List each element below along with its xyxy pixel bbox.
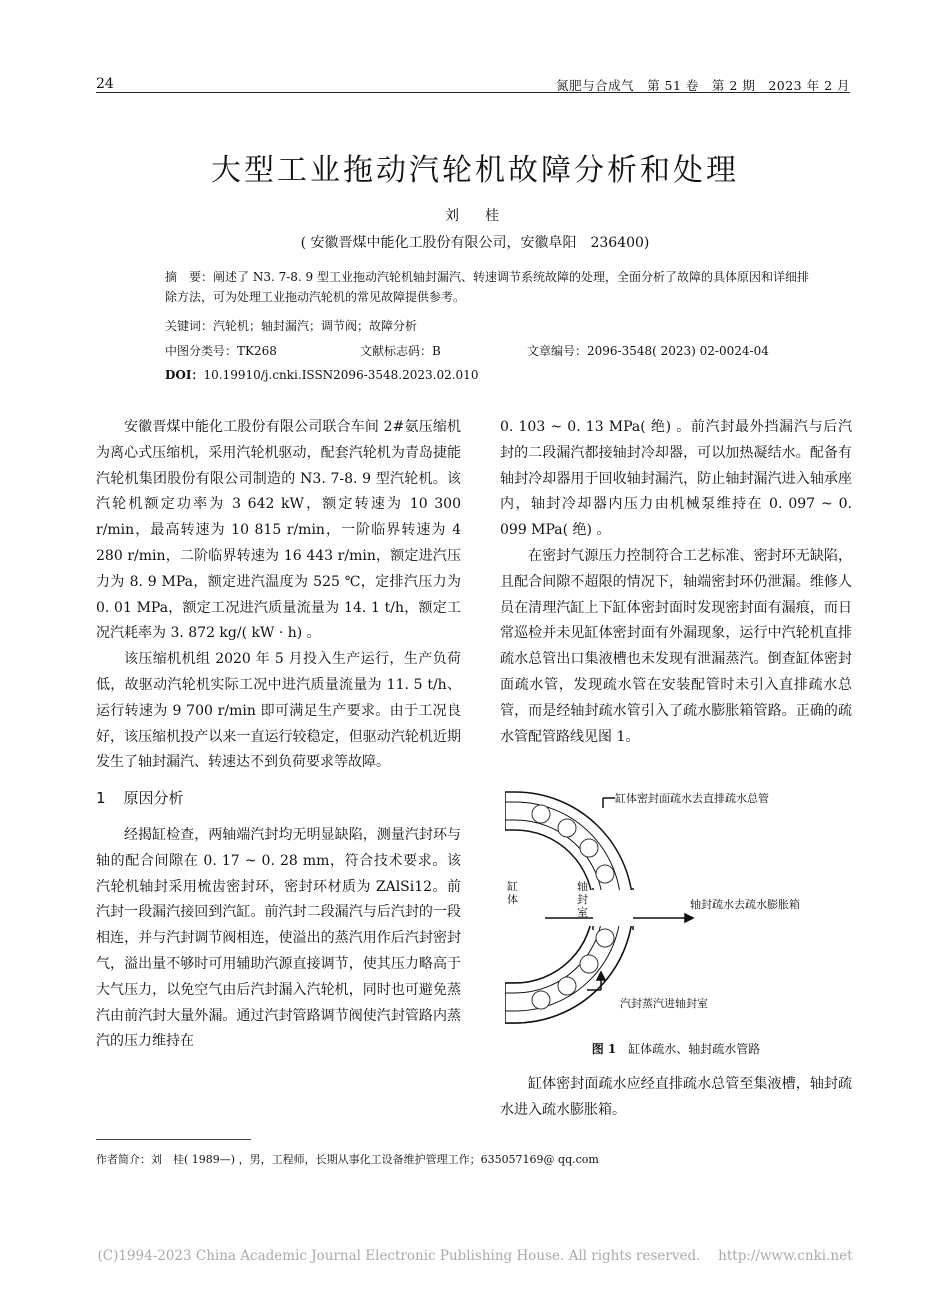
document-code: 文献标志码：B (360, 344, 441, 358)
affiliation: ( 安徽晋煤中能化工股份有限公司，安徽阜阳 236400) (300, 235, 650, 251)
paragraph-continued: 0. 103 ~ 0. 13 MPa( 绝) 。前汽封最外挡漏汽与后汽封的二段漏汽都接轴封冷却器，可以加热凝结水。配备有轴封冷却器用于回收轴封漏汽，防止轴封漏汽进入轴承座内，轴封冷却器内压力由机械泵维持在 0. 097 ~ 0. 099 MPa( 绝) 。 (500, 419, 852, 539)
footnote-rule (96, 1139, 251, 1140)
section-title: 原因分析 (123, 789, 184, 808)
author-footnote: 作者简介：刘 桂( 1989—) ，男，工程师，长期从事化工设备维护管理工作；635057169@ qq.com (96, 1153, 599, 1166)
author: 刘 桂 (445, 208, 505, 224)
figure-label-cylinder-char: 体 (507, 893, 518, 906)
figure-label-cylinder-char: 缸 (507, 880, 518, 893)
paragraph: 缸体密封面疏水应经直排疏水总管至集液槽，轴封疏水进入疏水膨胀箱。 (500, 1076, 852, 1118)
journal-header: 氮肥与合成气 第 51 卷 第 2 期 2023 年 2 月 (556, 78, 850, 93)
classification: 中图分类号：TK268 (165, 344, 277, 358)
article-number: 文章编号：2096-3548( 2023) 02-0024-04 (527, 344, 769, 358)
page-number: 24 (96, 76, 114, 92)
section-number: 1 (96, 789, 106, 808)
right-column (500, 415, 852, 750)
figure-label-seal-room-char: 轴 (577, 880, 588, 893)
seal-gap (505, 890, 645, 926)
doi (165, 365, 478, 385)
right-column-bottom (500, 1072, 852, 1124)
header-rule (96, 92, 850, 93)
figure-label-right: 轴封疏水去疏水膨胀箱 (690, 898, 800, 911)
left-column (96, 415, 461, 1055)
figure-label-seal-room-char: 室 (577, 906, 588, 919)
figure-1-diagram (505, 790, 845, 1025)
paragraph: 经揭缸检查，两轴端汽封均无明显缺陷，测量汽封环与轴的配合间隙在 0. 17 ~ 0. 28 mm，符合技术要求。该汽轮机轴封采用梳齿密封环，密封环材质为 ZAlSi12。前汽封一段漏汽接回到汽缸。前汽封二段漏汽与后汽封的一段相连，并与汽封调节阀相连，使溢出的蒸汽用作后汽封密封气，溢出量不够时可用辅助汽源直接调节，使其压力略高于大气压力，以免空气由后汽封漏入汽轮机，同时也可避免蒸汽由前汽封大量外漏。通过汽封管路调节阀使汽封管路内蒸汽的压力维持在 (96, 826, 461, 1050)
section-heading (96, 786, 461, 812)
paragraph: 该压缩机机组 2020 年 5 月投入生产运行，生产负荷低，故驱动汽轮机实际工况中进汽质量流量为 11. 5 t/h、运行转速为 9 700 r/min 即可满足生产要求。由于工况良好，该压缩机投产以来一直运行较稳定，但驱动汽轮机近期发生了轴封漏汽、转速达不到负荷要求等故障。 (96, 651, 461, 771)
figure-label-bottom: 汽封蒸汽进轴封室 (620, 997, 708, 1010)
figure-label-top: 缸体密封面疏水去直排疏水总管 (615, 792, 769, 805)
doi-link[interactable]: 10.19910/j.cnki.ISSN2096-3548.2023.02.010 (203, 368, 479, 382)
paragraph: 在密封气源压力控制符合工艺标准、密封环无缺陷，且配合间隙不超限的情况下，轴端密封环仍泄漏。维修人员在清理汽缸上下缸体密封面时发现密封面有漏痕，而日常巡检并未见缸体密封面有外漏现象，运行中汽轮机直排疏水总管出口集液槽也未发现有泄漏蒸汽。倒查缸体密封面疏水管，发现疏水管在安装配管时未引入直排疏水总管，而是经轴封疏水管引入了疏水膨胀箱管路。正确的疏水管配管路线见图 1。 (500, 547, 852, 745)
figure-number: 图 1 (591, 1042, 617, 1056)
figure-caption-text: 缸体疏水、轴封疏水管路 (628, 1042, 761, 1056)
article-title: 大型工业拖动汽轮机故障分析和处理 (211, 153, 739, 188)
keywords: 关键词：汽轮机；轴封漏汽；调节阀；故障分析 (165, 319, 418, 333)
figure-label-seal-room-char: 封 (577, 893, 588, 906)
doi-label: DOI： (165, 368, 204, 382)
figure-label-cylinder (507, 880, 518, 906)
figure-label-seal-room (577, 879, 588, 919)
copyright-watermark: (C)1994-2023 China Academic Journal Electronic Publishing House. All rights reserved. http://www.cnki.net (97, 1248, 853, 1264)
paragraph: 安徽晋煤中能化工股份有限公司联合车间 2#氨压缩机为离心式压缩机，采用汽轮机驱动，配套汽轮机为青岛捷能汽轮机集团股份有限公司制造的 N3. 7-8. 9 型汽轮机。该汽轮机额定功率为 3 642 kW，额定转速为 10 300 r/min，最高转速为 10 815 r/min，一阶临界转速为 4 280 r/min，二阶临界转速为 16 443 r/min，额定进汽压力为 8. 9 MPa，额定进汽温度为 525 ℃，定排汽压力为 0. 01 MPa，额定工况进汽质量流量为 14. 1 t/h，额定工况汽耗率为 3. 872 kg/( kW · h) 。 (96, 419, 461, 642)
figure-caption (500, 1040, 852, 1057)
abstract: 摘 要：阐述了 N3. 7-8. 9 型工业拖动汽轮机轴封漏汽、转速调节系统故障的处理，全面分析了故障的具体原因和详细排除方法，可为处理工业拖动汽轮机的常见故障提供参考。 (165, 270, 809, 304)
